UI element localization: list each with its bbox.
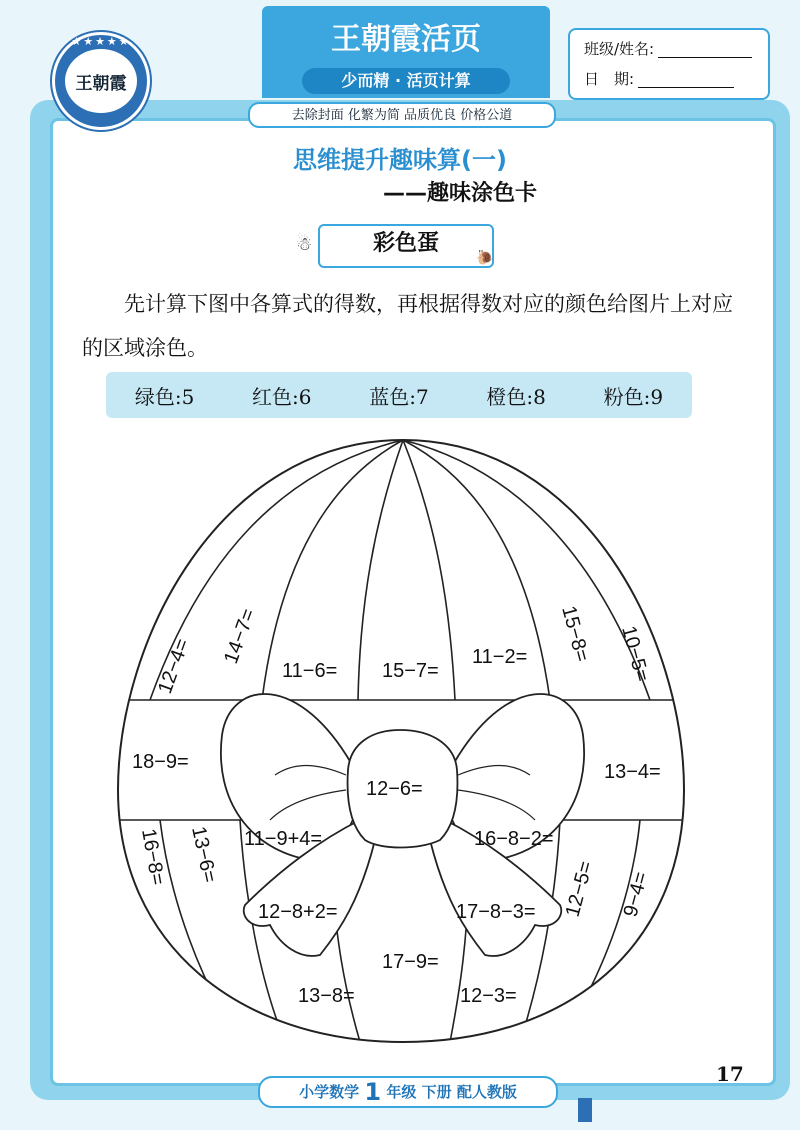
equation-label: 10−5= (617, 623, 654, 685)
equation-label: 12−5= (561, 858, 598, 920)
equation-label: 17−8−3= (456, 901, 536, 923)
footer-grade-label: 年级 (386, 1083, 417, 1101)
footer-grade: 1 (364, 1078, 382, 1106)
logo-stars-icon: ★★★★★ (71, 35, 131, 48)
footer-subject: 小学数学 (299, 1083, 360, 1101)
page-tab-marker (578, 1098, 592, 1122)
equation-label: 14−7= (220, 605, 261, 667)
slogan: 去除封面 化繁为简 品质优良 价格公道 (248, 102, 556, 128)
equation-label: 16−8−2= (474, 828, 554, 850)
equation-label: 13−8= (298, 985, 355, 1007)
legend-item: 红色:6 (252, 384, 312, 409)
equation-label: 15−8= (557, 603, 594, 665)
legend-item: 粉色:9 (603, 384, 664, 409)
class-name-label: 班级/姓名: (584, 40, 655, 58)
equation-label: 12−6= (366, 778, 423, 800)
equation-label: 13−4= (604, 761, 661, 783)
footer-edition: 配人教版 (456, 1083, 517, 1101)
brand-subtitle: 少而精 · 活页计算 (302, 68, 510, 94)
page-subtitle: ——趣味涂色卡 (382, 181, 537, 206)
cartoon-figure-icon: ☃ (296, 234, 313, 255)
equation-label: 16−8= (137, 827, 169, 887)
brand-title: 王朝霞活页 (331, 22, 481, 57)
equation-label: 12−8+2= (258, 901, 338, 923)
legend-item: 橙色:8 (486, 384, 546, 409)
equation-label: 12−3= (460, 985, 517, 1007)
equation-label: 12−4= (154, 635, 195, 697)
page-title: 思维提升趣味算(一) (293, 146, 507, 174)
footer-banner (258, 1076, 558, 1108)
equation-label: 15−7= (382, 660, 439, 682)
footer-volume: 下册 (421, 1083, 452, 1101)
instruction-text: 先计算下图中各算式的得数，再根据得数对应的颜色给图片上对应的区域涂色。 (82, 292, 733, 360)
equation-label: 11−6= (282, 660, 338, 682)
equation-label: 11−9+4= (244, 828, 323, 850)
legend-item: 蓝色:7 (369, 384, 429, 409)
equation-label: 18−9= (132, 751, 189, 773)
snail-icon: 🐌 (476, 250, 494, 266)
equation-label: 11−2= (472, 646, 528, 668)
lesson-name: 彩色蛋 (318, 224, 494, 268)
equation-label: 17−9= (382, 951, 439, 973)
equation-label: 13−6= (187, 824, 221, 885)
logo-text: 王朝霞 (75, 74, 127, 94)
date-label: 日 期: (584, 70, 635, 88)
equation-label: 9−4= (619, 869, 653, 920)
page-number: 17 (716, 1062, 744, 1086)
legend-item: 绿色:5 (134, 384, 195, 409)
